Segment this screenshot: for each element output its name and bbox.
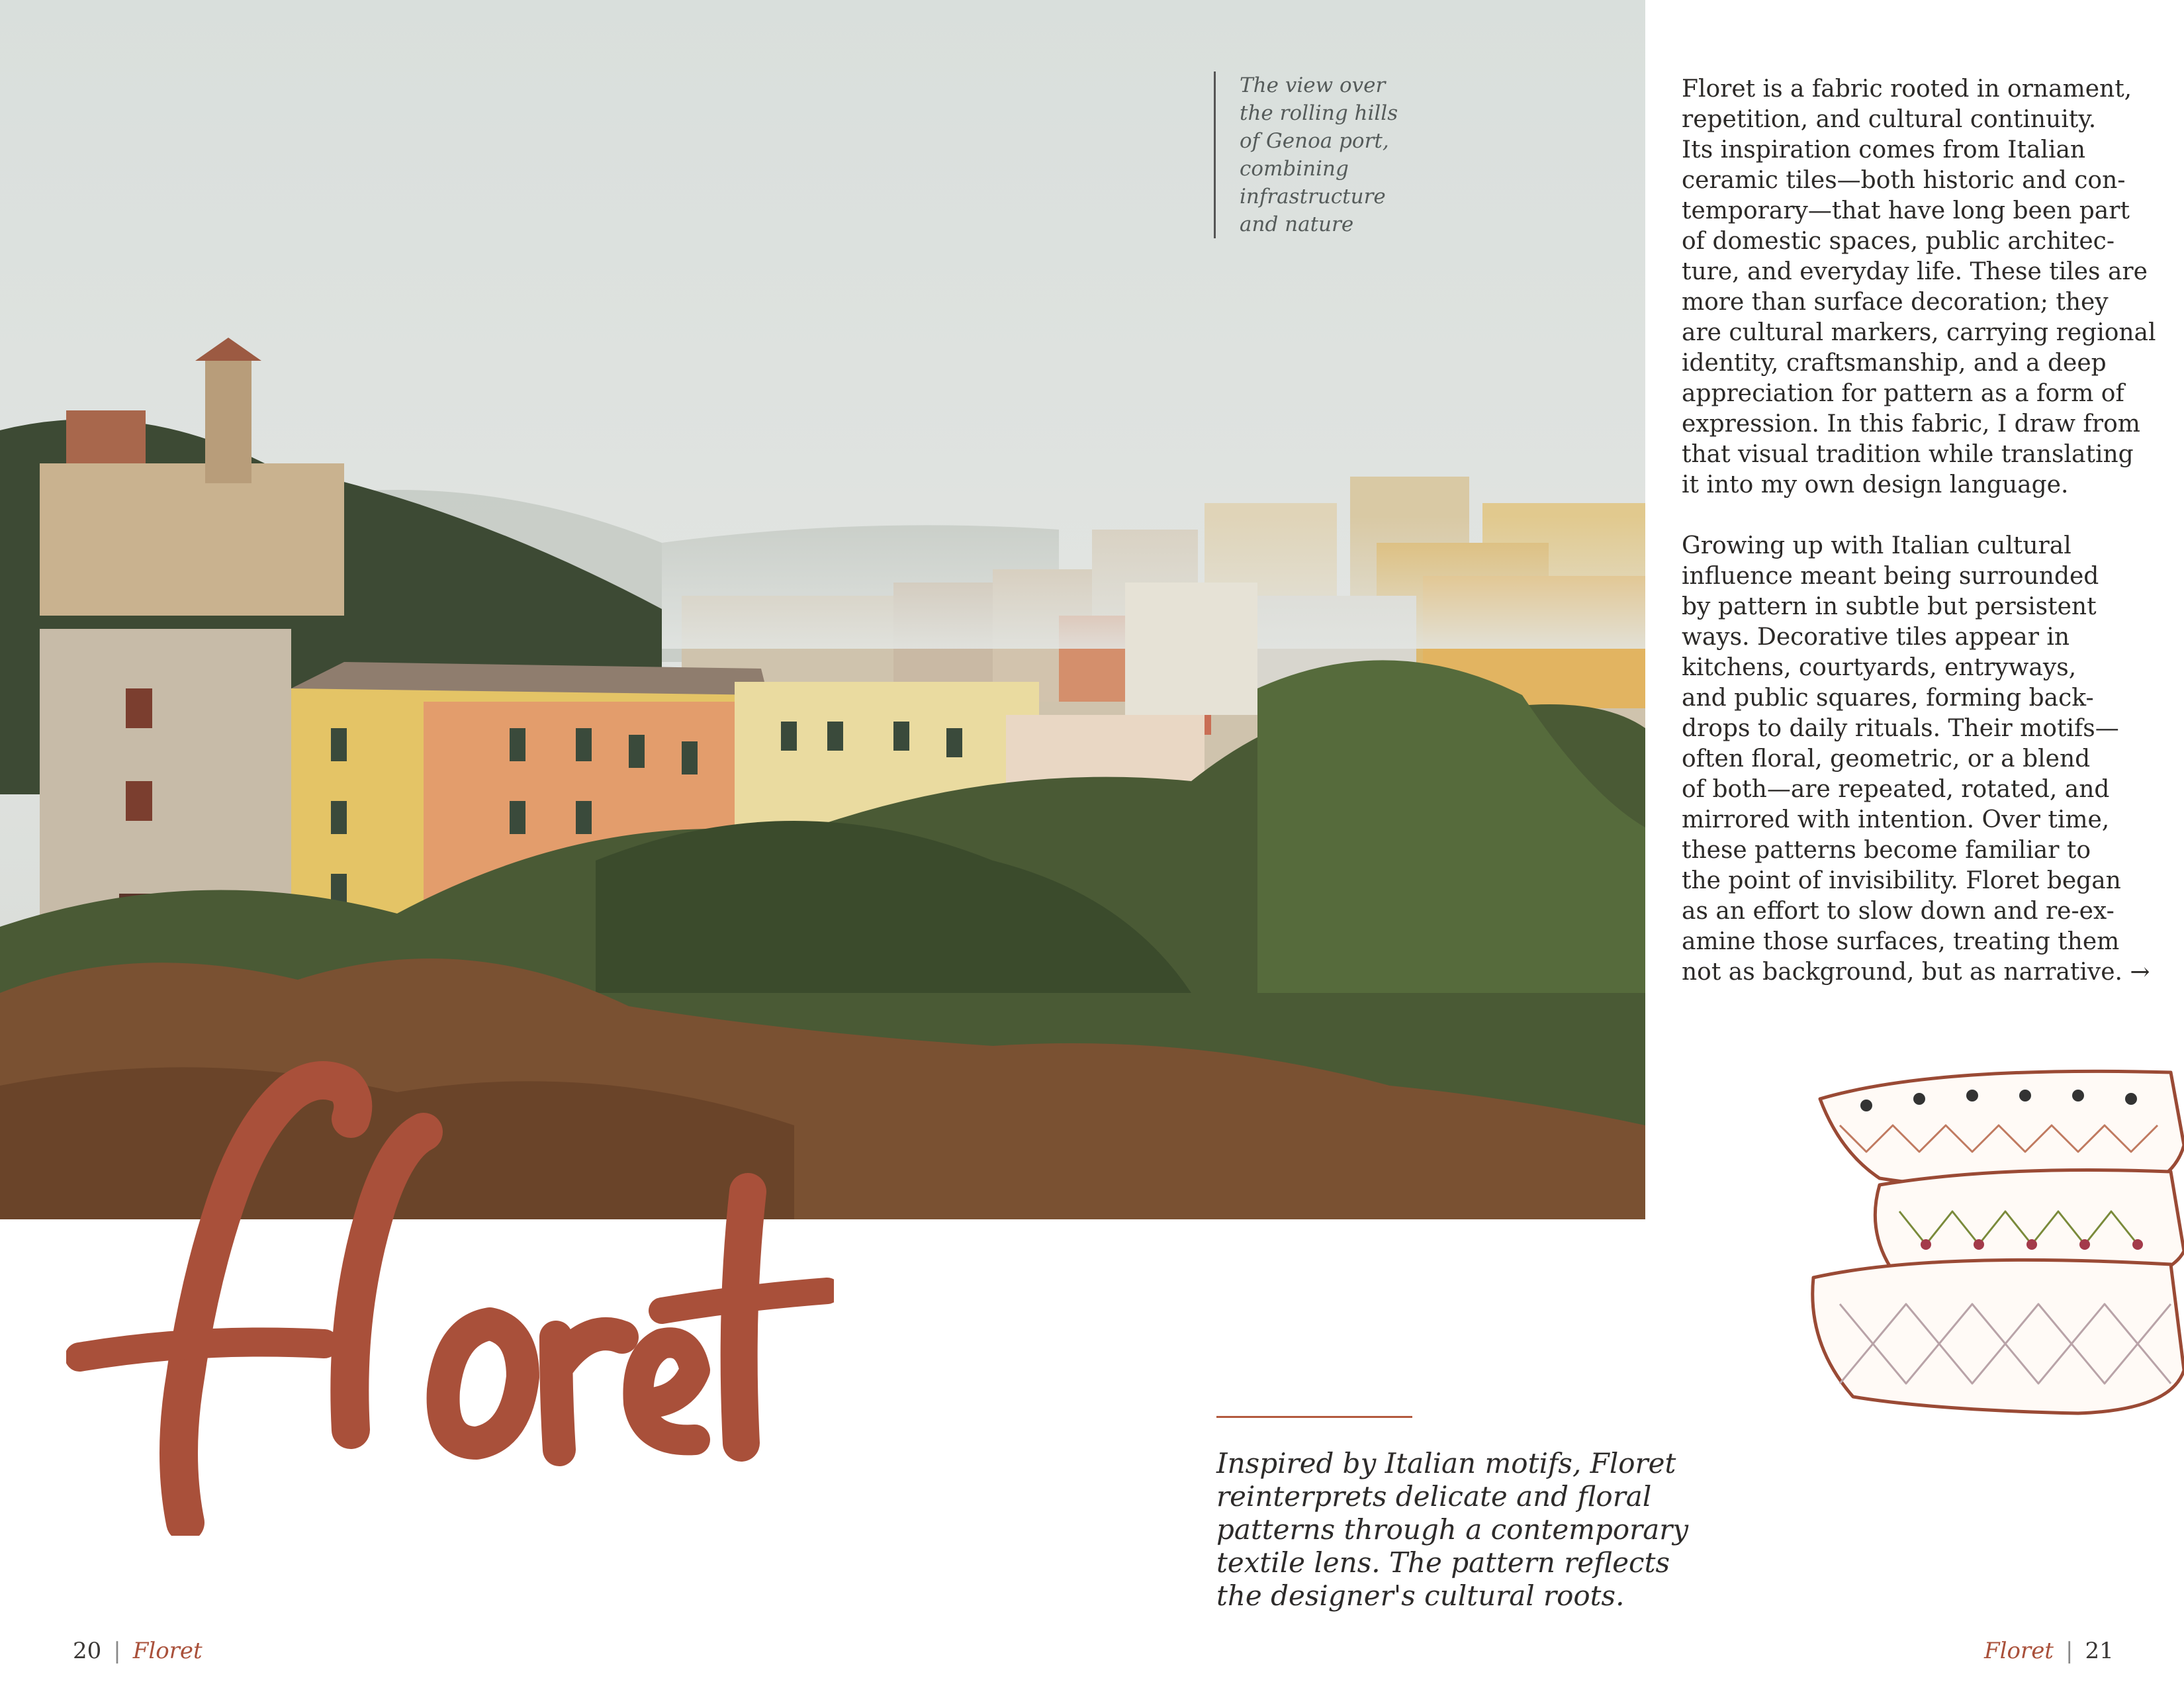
body-line: repetition, and cultural continuity. <box>1682 106 2097 133</box>
pull-quote-line: Inspired by Italian motifs, Floret <box>1216 1447 1676 1479</box>
body-line: by pattern in subtle but persistent <box>1682 593 2097 620</box>
body-line: ture, and everyday life. These tiles are <box>1682 258 2148 285</box>
pull-quote-rule <box>1216 1416 1412 1418</box>
body-line: expression. In this fabric, I draw from <box>1682 410 2140 438</box>
article-body <box>1682 74 2156 1018</box>
section-name: Floret <box>1984 1638 2054 1664</box>
body-line: of domestic spaces, public architec- <box>1682 228 2115 255</box>
page-number: 20 <box>73 1638 102 1664</box>
pull-quote-line: the designer's cultural roots. <box>1216 1579 1625 1612</box>
body-line: kitchens, courtyards, entryways, <box>1682 654 2077 681</box>
floret-title-wordmark <box>66 1033 834 1536</box>
body-line: ways. Decorative tiles appear in <box>1682 624 2070 651</box>
body-paragraph-1 <box>1682 74 2156 500</box>
body-line: of both—are repeated, rotated, and <box>1682 776 2110 803</box>
body-line: often floral, geometric, or a blend <box>1682 745 2091 773</box>
body-line: temporary—that have long been part <box>1682 197 2130 224</box>
caption-line: the rolling hills <box>1240 101 1398 125</box>
body-paragraph-2 <box>1682 531 2150 988</box>
body-line: these patterns become familiar to <box>1682 837 2091 864</box>
body-line: influence meant being surrounded <box>1682 563 2099 590</box>
folio-separator: | <box>2065 1638 2073 1664</box>
body-line: are cultural markers, carrying regional <box>1682 319 2156 346</box>
section-name: Floret <box>132 1638 203 1664</box>
body-line: ceramic tiles—both historic and con- <box>1682 167 2126 194</box>
body-line: identity, craftsmanship, and a deep <box>1682 350 2107 377</box>
body-line: more than surface decoration; they <box>1682 289 2109 316</box>
stone-tower <box>40 629 291 933</box>
page-number: 21 <box>2085 1638 2114 1664</box>
photo-caption <box>1214 71 1438 238</box>
caption-line: infrastructure <box>1240 185 1386 209</box>
body-line: drops to daily rituals. Their motifs— <box>1682 715 2119 742</box>
caption-line: of Genoa port, <box>1240 129 1389 153</box>
pillows-illustration <box>1800 1053 2184 1423</box>
body-line: mirrored with intention. Over time, <box>1682 806 2110 833</box>
body-line: Its inspiration comes from Italian <box>1682 136 2086 164</box>
folio-left <box>73 1637 203 1665</box>
body-line: amine those surfaces, treating them <box>1682 928 2120 955</box>
pull-quote <box>1216 1447 1689 1613</box>
body-line: appreciation for pattern as a form of <box>1682 380 2124 407</box>
caption-line: The view over <box>1240 73 1386 97</box>
body-line: and public squares, forming back- <box>1682 684 2094 712</box>
body-line: not as background, but as narrative. → <box>1682 959 2150 986</box>
pull-quote-line: reinterprets delicate and floral <box>1216 1480 1652 1513</box>
body-line: as an effort to slow down and re-ex- <box>1682 898 2115 925</box>
folio-separator: | <box>113 1638 121 1664</box>
pull-quote-line: patterns through a contemporary <box>1216 1513 1689 1546</box>
caption-line: combining <box>1240 157 1349 181</box>
caption-line: and nature <box>1240 212 1354 236</box>
body-line: Growing up with Italian cultural <box>1682 532 2071 559</box>
body-line: it into my own design language. <box>1682 471 2069 498</box>
body-line: Floret is a fabric rooted in ornament, <box>1682 75 2132 103</box>
body-line: the point of invisibility. Floret began <box>1682 867 2121 894</box>
pull-quote-line: textile lens. The pattern reflects <box>1216 1546 1670 1579</box>
folio-right <box>1984 1637 2114 1665</box>
body-line: that visual tradition while translating <box>1682 441 2134 468</box>
